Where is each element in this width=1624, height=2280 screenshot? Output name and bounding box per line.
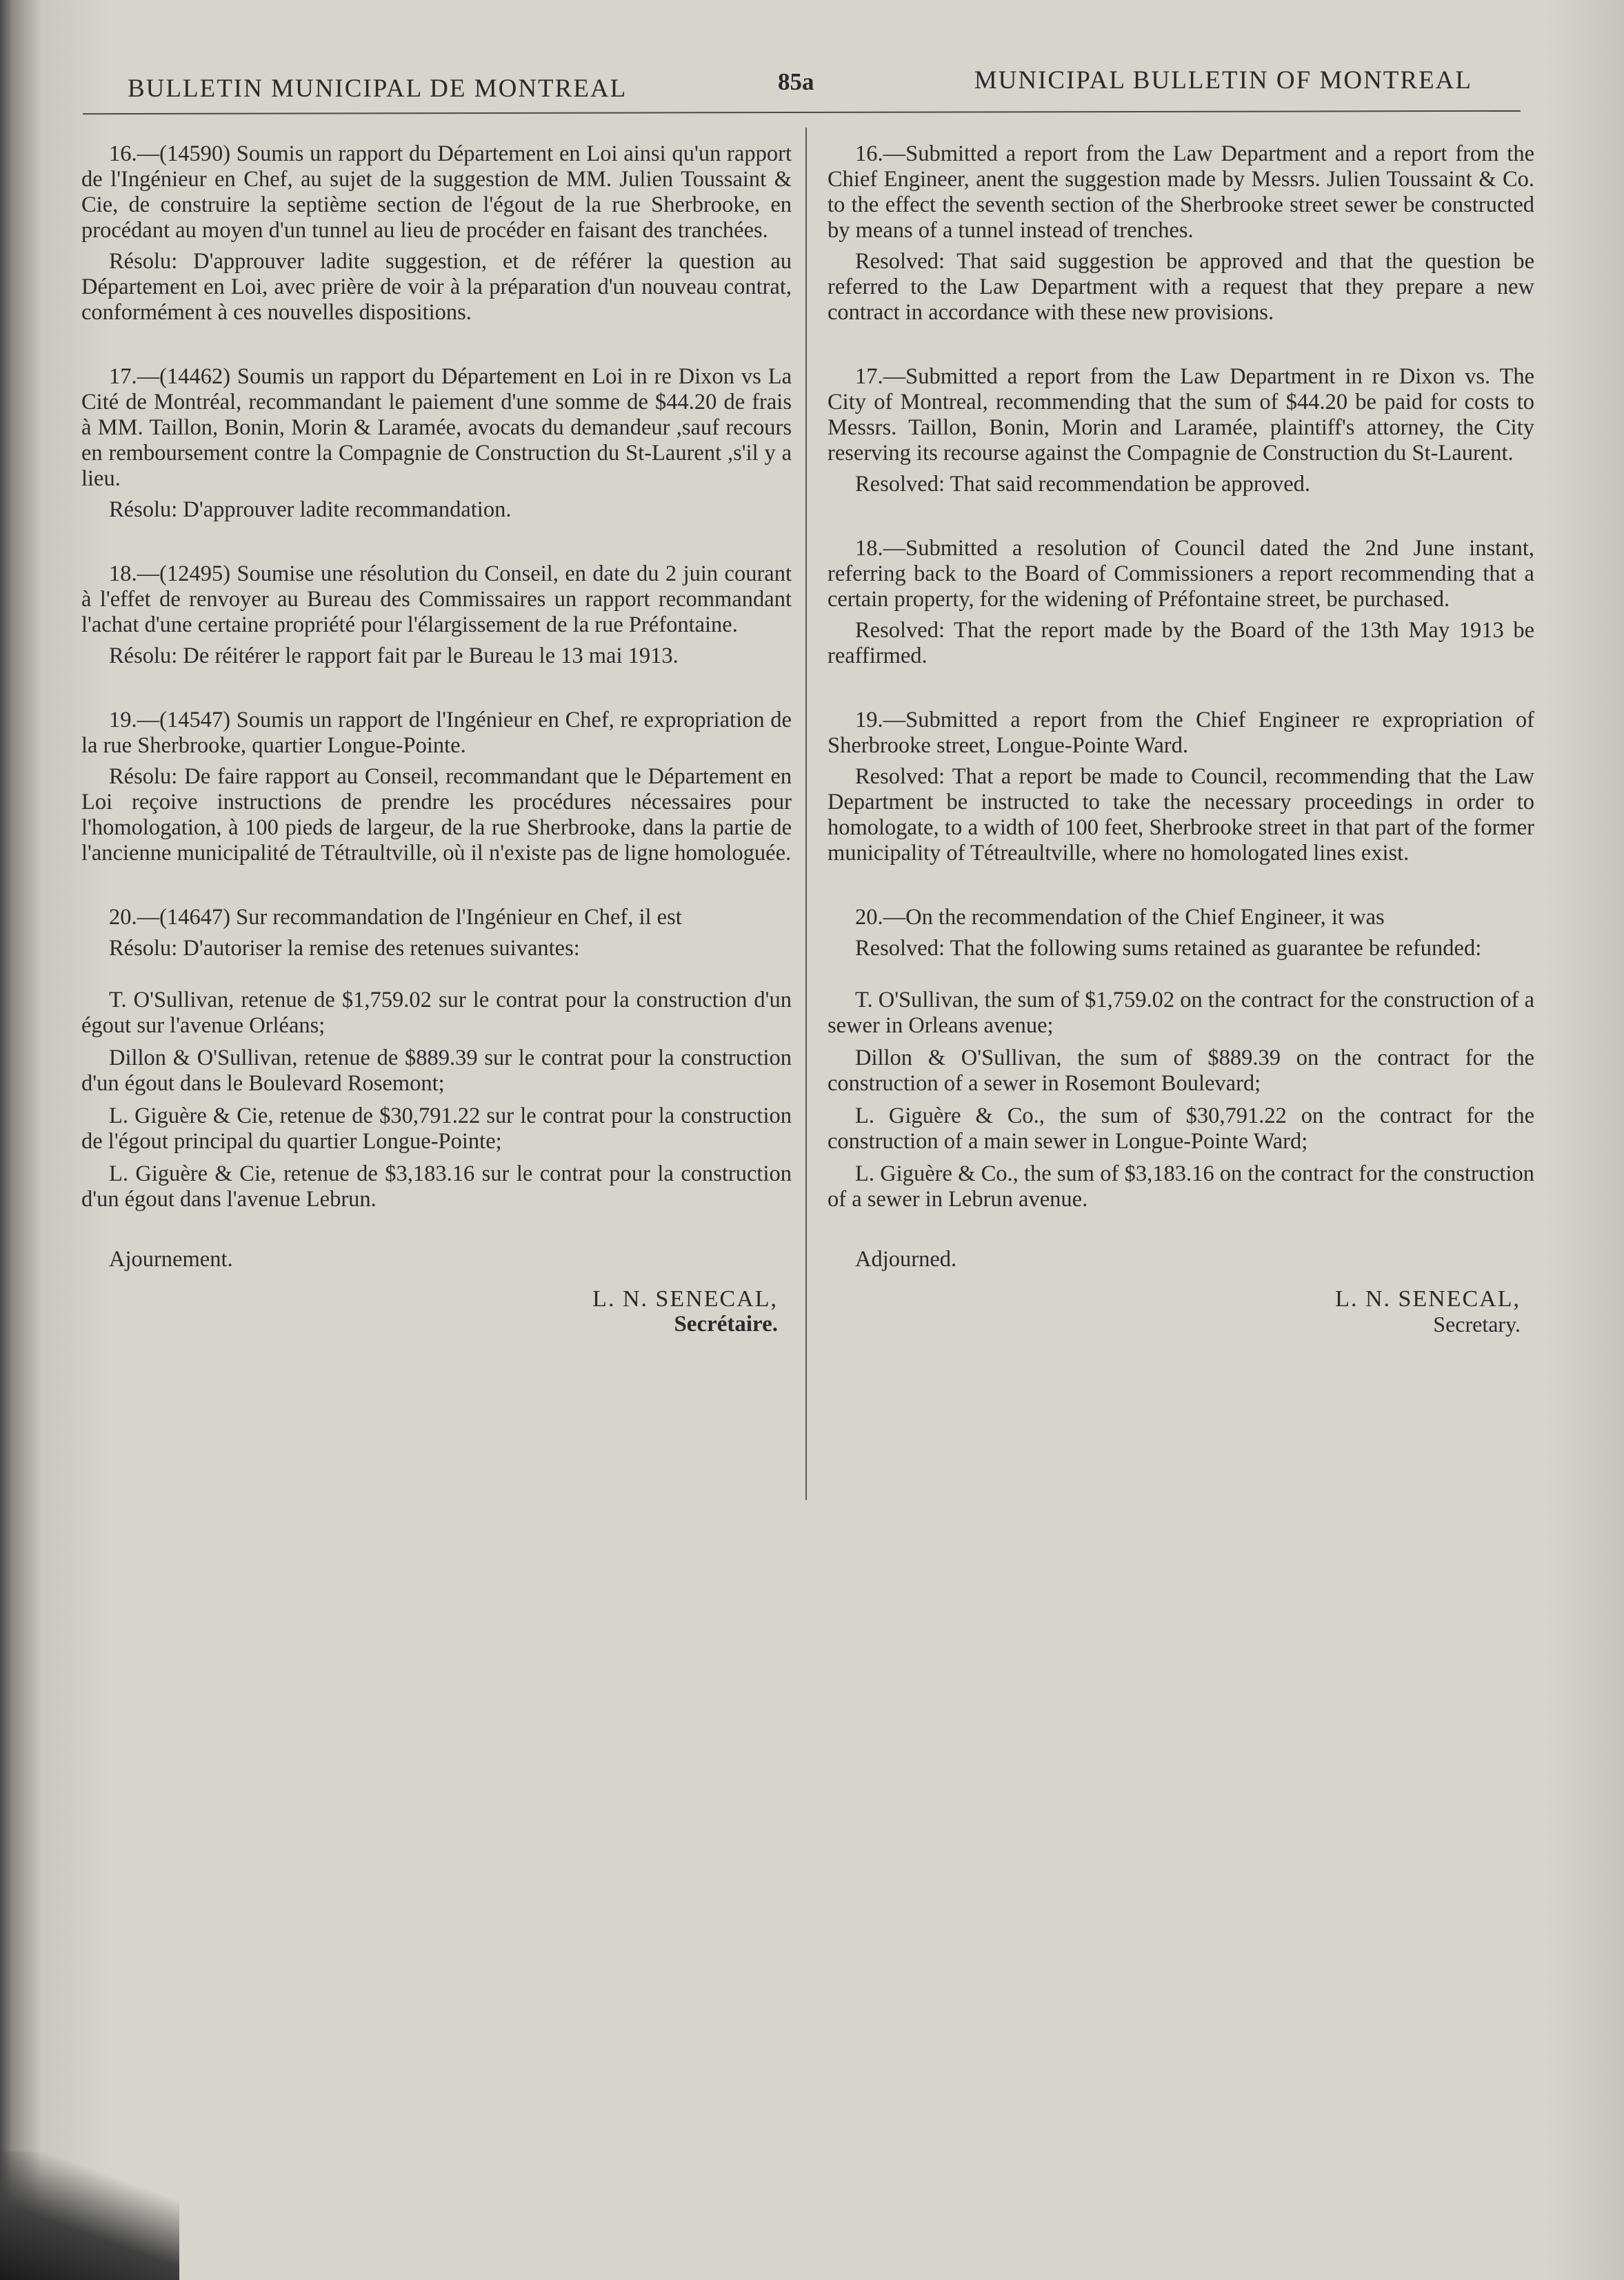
signature-title: Secretary. — [1433, 1312, 1521, 1337]
scan-shadow — [0, 2152, 179, 2280]
item-19-fr — [81, 708, 792, 866]
header-title-english: MUNICIPAL BULLETIN OF MONTREAL — [974, 66, 1472, 94]
item-resolution: Resolved: That a report be made to Council, recommending that the Law Department be instructed to take the necessary proceedings in order to homologate, to a width of 100 feet, Sherbrooke street in that part of the former municipality of Tétreaultville, where no homologated lines exist. — [828, 764, 1534, 866]
item-resolution: Résolu: D'approuver ladite recommandation. — [109, 497, 512, 522]
item-resolution: Résolu: D'approuver ladite suggestion, et de référer la question au Département en Loi, avec prière de voir à la préparation d'un nouveau contrat, conformément à ces nouvelles dispositions. — [81, 249, 792, 325]
item-17-fr — [81, 364, 792, 523]
page-header — [128, 66, 1472, 107]
item-resolution: Resolved: That the following sums retained as guarantee be refunded: — [855, 936, 1482, 961]
item-18-en — [828, 536, 1534, 669]
refund-entry: Dillon & O'Sullivan, retenue de $889.39 sur le contrat pour la construction d'un égout dans le Boulevard Rosemont; — [81, 1046, 792, 1096]
english-column — [828, 141, 1534, 1337]
column-divider — [805, 128, 807, 1500]
item-text: 20.—On the recommendation of the Chief Engineer, it was — [855, 905, 1385, 930]
item-resolution: Résolu: De faire rapport au Conseil, recommandant que le Département en Loi reçoive instructions de prendre les procédures nécessaires pour l'homologation, à 100 pieds de largeur, de la rue Sherbrooke, dans la partie de l'ancienne municipalité de Tétraultville, où il n'existe pas de ligne homologuée. — [81, 764, 792, 866]
item-19-en — [828, 708, 1534, 866]
item-text: 19.—Submitted a report from the Chief Engineer re expropriation of Sherbrooke street, Longue-Pointe Ward. — [828, 708, 1534, 758]
item-16-fr — [81, 141, 792, 326]
refund-entry: L. Giguère & Cie, retenue de $3,183.16 sur le contrat pour la construction d'un égout dans l'avenue Lebrun. — [81, 1161, 792, 1212]
item-text: 16.—Submitted a report from the Law Department and a report from the Chief Engineer, anent the suggestion made by Messrs. Julien Toussaint & Co. to the effect the seventh section of the Sherbrooke street sewer be constructed by means of a tunnel instead of trenches. — [828, 141, 1534, 243]
item-text: 16.—(14590) Soumis un rapport du Département en Loi ainsi qu'un rapport de l'Ingénieur en Chef, au sujet de la suggestion de MM. Julien Toussaint & Cie, de construire la septième section de l'égout de la rue Sherbrooke, en procédant au moyen d'un tunnel au lieu de procéder en faisant des tranchées. — [81, 141, 792, 243]
signature-name: L. N. SENECAL, — [1335, 1286, 1521, 1312]
signature-name: L. N. SENECAL, — [592, 1286, 778, 1312]
item-resolution: Resolved: That said suggestion be approved and that the question be referred to the Law Department with a request that they prepare a new contract in accordance with these new provisions. — [828, 249, 1534, 325]
french-column — [81, 141, 792, 1337]
item-resolution: Résolu: D'autoriser la remise des retenues suivantes: — [109, 936, 580, 961]
item-17-en — [828, 364, 1534, 497]
adjournment: Ajournement. — [109, 1247, 233, 1272]
item-text: 17.—Submitted a report from the Law Department in re Dixon vs. The City of Montreal, recommending that the sum of $44.20 be paid for costs to Messrs. Taillon, Bonin, Morin and Laramée, plaintiff's attorney, the City reserving its recourse against the Compagnie de Construction du St-Laurent. — [828, 364, 1534, 466]
page-number: 85a — [778, 68, 814, 95]
item-text: 19.—(14547) Soumis un rapport de l'Ingénieur en Chef, re expropriation de la rue Sherbrooke, quartier Longue-Pointe. — [81, 708, 792, 758]
item-text: 18.—(12495) Soumise une résolution du Conseil, en date du 2 juin courant à l'effet de renvoyer au Bureau des Commissaires un rapport recommandant l'achat d'une certaine propriété pour l'élargissement de la rue Préfontaine. — [81, 561, 792, 637]
item-18-fr — [81, 561, 792, 669]
item-16-en — [828, 141, 1534, 326]
item-resolution: Resolved: That said recommendation be approved. — [855, 472, 1311, 497]
refund-entry: T. O'Sullivan, retenue de $1,759.02 sur le contrat pour la construction d'un égout sur l'avenue Orléans; — [81, 988, 792, 1038]
item-20-fr — [81, 905, 792, 1212]
item-text: 17.—(14462) Soumis un rapport du Département en Loi in re Dixon vs La Cité de Montréal, recommandant le paiement d'une somme de $44.20 de frais à MM. Taillon, Bonin, Morin & Laramée, avocats du demandeur ,sauf recours en remboursement contre la Compagnie de Construction du St-Laurent ,s'il y a lieu. — [81, 364, 792, 491]
item-20-en — [828, 905, 1534, 1212]
item-text: 18.—Submitted a resolution of Council dated the 2nd June instant, referring back to the Board of Commissioners a report recommending that a certain property, for the widening of Préfontaine street, be purchased. — [828, 536, 1534, 612]
adjournment: Adjourned. — [855, 1247, 957, 1272]
item-resolution: Resolved: That the report made by the Board of the 13th May 1913 be reaffirmed. — [828, 618, 1534, 668]
header-title-french: BULLETIN MUNICIPAL DE MONTREAL — [128, 74, 628, 103]
item-resolution: Résolu: De réitérer le rapport fait par le Bureau le 13 mai 1913. — [109, 643, 679, 668]
refund-entry: L. Giguère & Co., the sum of $30,791.22 on the contract for the construction of a main sewer in Longue-Pointe Ward; — [828, 1103, 1534, 1154]
refund-entry: Dillon & O'Sullivan, the sum of $889.39 on the contract for the construction of a sewer in Rosemont Boulevard; — [828, 1046, 1534, 1096]
refund-entry: L. Giguère & Co., the sum of $3,183.16 on the contract for the construction of a sewer in Lebrun avenue. — [828, 1161, 1534, 1212]
signature-title: Secrétaire. — [674, 1312, 778, 1337]
refund-entry: L. Giguère & Cie, retenue de $30,791.22 sur le contrat pour la construction de l'égout principal du quartier Longue-Pointe; — [81, 1103, 792, 1154]
item-text: 20.—(14647) Sur recommandation de l'Ingénieur en Chef, il est — [109, 905, 682, 930]
refund-entry: T. O'Sullivan, the sum of $1,759.02 on the contract for the construction of a sewer in Orleans avenue; — [828, 988, 1534, 1038]
